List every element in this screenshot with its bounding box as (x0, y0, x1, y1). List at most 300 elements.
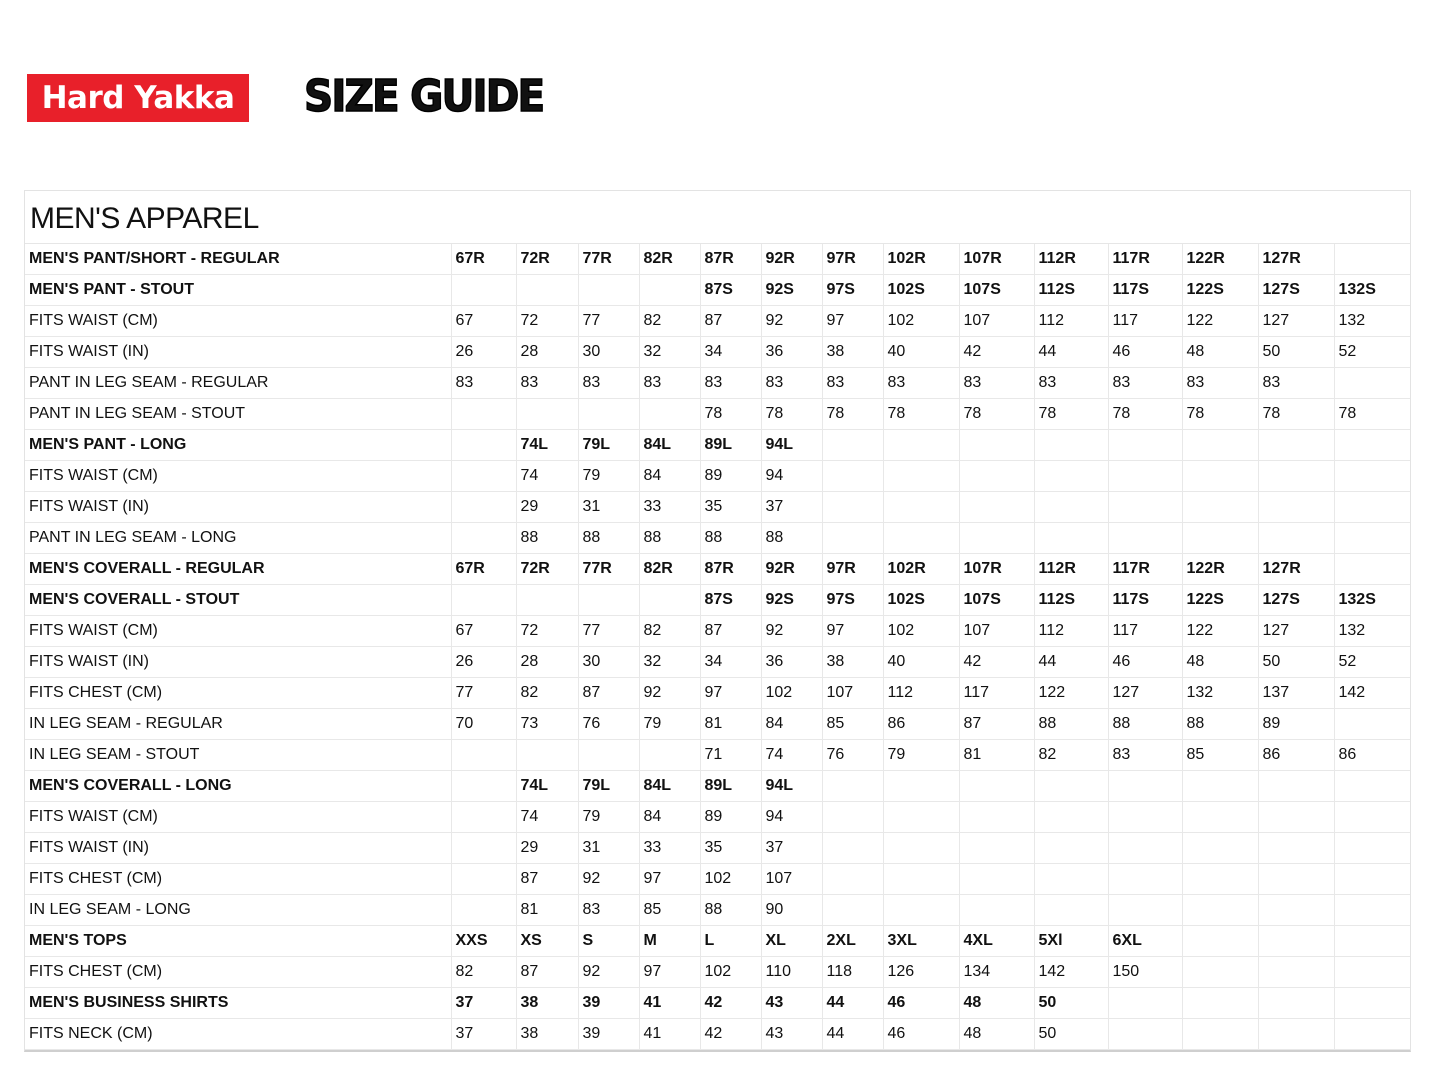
size-cell (959, 771, 1034, 802)
size-cell: 102S (883, 585, 959, 616)
size-cell: 132 (1334, 306, 1410, 337)
size-cell: 32 (639, 337, 700, 368)
size-cell: 112R (1034, 554, 1108, 585)
size-cell: 88 (1108, 709, 1182, 740)
size-cell: 94L (761, 771, 822, 802)
table-row (25, 461, 1410, 492)
size-cell: 40 (883, 647, 959, 678)
size-cell (959, 430, 1034, 461)
size-cell: 107 (959, 616, 1034, 647)
size-cell: 122R (1182, 244, 1258, 275)
size-cell: 39 (578, 1019, 639, 1050)
size-cell: 37 (761, 492, 822, 523)
size-cell: 50 (1034, 988, 1108, 1019)
size-cell (516, 399, 578, 430)
size-cell: 82R (639, 554, 700, 585)
size-cell: 48 (959, 988, 1034, 1019)
table-row (25, 771, 1410, 802)
size-cell (1034, 492, 1108, 523)
size-cell: 150 (1108, 957, 1182, 988)
size-cell: 34 (700, 337, 761, 368)
size-cell (883, 771, 959, 802)
size-cell: 76 (578, 709, 639, 740)
row-label: FITS WAIST (CM) (25, 616, 451, 647)
size-cell (1258, 461, 1334, 492)
size-cell: 89 (700, 802, 761, 833)
size-cell (451, 461, 516, 492)
size-cell: 112R (1034, 244, 1108, 275)
size-cell: 102 (883, 616, 959, 647)
size-cell (451, 833, 516, 864)
brand-logo: Hard Yakka (27, 74, 249, 122)
size-cell (883, 833, 959, 864)
size-cell (822, 802, 883, 833)
size-cell: 52 (1334, 337, 1410, 368)
size-cell: 94 (761, 802, 822, 833)
row-label: FITS WAIST (CM) (25, 802, 451, 833)
size-cell: 112S (1034, 585, 1108, 616)
size-cell: 30 (578, 337, 639, 368)
size-cell: 107R (959, 554, 1034, 585)
size-cell: 84L (639, 430, 700, 461)
size-cell: 83 (700, 368, 761, 399)
size-cell (1108, 988, 1182, 1019)
size-cell: 48 (1182, 647, 1258, 678)
table-row (25, 895, 1410, 926)
size-cell: 78 (959, 399, 1034, 430)
size-cell: 79L (578, 430, 639, 461)
size-cell: 94L (761, 430, 822, 461)
size-cell: 102S (883, 275, 959, 306)
size-cell (1182, 771, 1258, 802)
size-cell: 83 (1182, 368, 1258, 399)
row-label: FITS WAIST (IN) (25, 833, 451, 864)
size-cell: 84 (639, 802, 700, 833)
size-cell: 88 (1034, 709, 1108, 740)
size-cell: 122R (1182, 554, 1258, 585)
size-cell (451, 585, 516, 616)
size-cell: 28 (516, 337, 578, 368)
size-cell: 67 (451, 306, 516, 337)
size-cell (1034, 895, 1108, 926)
size-cell: 73 (516, 709, 578, 740)
size-cell: 5Xl (1034, 926, 1108, 957)
size-cell: 83 (639, 368, 700, 399)
size-cell (1108, 461, 1182, 492)
size-cell (451, 802, 516, 833)
size-cell: 4XL (959, 926, 1034, 957)
size-cell (639, 740, 700, 771)
size-cell: 97S (822, 585, 883, 616)
row-label: PANT IN LEG SEAM - LONG (25, 523, 451, 554)
table-row (25, 802, 1410, 833)
size-cell (883, 523, 959, 554)
size-cell (1108, 802, 1182, 833)
size-cell (1258, 926, 1334, 957)
size-cell (1334, 957, 1410, 988)
table-row (25, 554, 1410, 585)
size-cell: 102 (700, 957, 761, 988)
size-cell: 38 (516, 988, 578, 1019)
size-cell: 87S (700, 275, 761, 306)
page-title: SIZE GUIDE (304, 71, 544, 122)
size-cell: 81 (959, 740, 1034, 771)
size-cell: 36 (761, 337, 822, 368)
row-label: MEN'S PANT - STOUT (25, 275, 451, 306)
size-cell: 107 (959, 306, 1034, 337)
size-cell: 87 (959, 709, 1034, 740)
size-cell: 72R (516, 554, 578, 585)
size-cell: 102 (761, 678, 822, 709)
size-cell (1334, 864, 1410, 895)
size-cell: 82 (639, 306, 700, 337)
size-cell: 127S (1258, 275, 1334, 306)
row-label: FITS CHEST (CM) (25, 678, 451, 709)
size-cell: 83 (822, 368, 883, 399)
size-cell: 78 (1034, 399, 1108, 430)
size-cell: 117S (1108, 585, 1182, 616)
size-cell: 34 (700, 647, 761, 678)
size-cell (959, 492, 1034, 523)
size-cell: 127R (1258, 244, 1334, 275)
size-cell: 44 (1034, 337, 1108, 368)
table-row (25, 833, 1410, 864)
size-cell: 52 (1334, 647, 1410, 678)
size-cell: 83 (451, 368, 516, 399)
size-cell (1258, 833, 1334, 864)
size-cell: 97 (700, 678, 761, 709)
size-cell: 88 (700, 895, 761, 926)
size-cell (1182, 833, 1258, 864)
size-cell: 82R (639, 244, 700, 275)
table-row (25, 492, 1410, 523)
size-cell (1334, 368, 1410, 399)
row-label: MEN'S COVERALL - STOUT (25, 585, 451, 616)
size-cell (883, 864, 959, 895)
size-cell: 26 (451, 337, 516, 368)
size-cell: 81 (700, 709, 761, 740)
size-cell: 97R (822, 244, 883, 275)
size-cell: 132S (1334, 585, 1410, 616)
size-cell (1334, 771, 1410, 802)
table-row (25, 368, 1410, 399)
size-cell: 78 (1182, 399, 1258, 430)
size-cell: 132 (1182, 678, 1258, 709)
size-cell: 89 (700, 461, 761, 492)
size-cell (1334, 554, 1410, 585)
size-cell: 83 (578, 368, 639, 399)
size-cell (451, 523, 516, 554)
size-cell: 107 (822, 678, 883, 709)
size-cell (578, 740, 639, 771)
size-cell (1182, 988, 1258, 1019)
size-cell (959, 833, 1034, 864)
size-cell (883, 802, 959, 833)
size-cell (1182, 523, 1258, 554)
size-cell: 71 (700, 740, 761, 771)
size-cell: 127 (1258, 616, 1334, 647)
table-row (25, 864, 1410, 895)
size-cell: 33 (639, 492, 700, 523)
size-cell: 74L (516, 430, 578, 461)
size-cell (1258, 430, 1334, 461)
size-cell (1334, 802, 1410, 833)
size-cell (822, 833, 883, 864)
size-cell: 117R (1108, 244, 1182, 275)
size-cell: 37 (761, 833, 822, 864)
size-cell: 82 (516, 678, 578, 709)
size-cell (451, 771, 516, 802)
size-cell (1258, 802, 1334, 833)
size-cell (1034, 430, 1108, 461)
size-cell: 37 (451, 1019, 516, 1050)
size-cell: 72R (516, 244, 578, 275)
size-cell: 67R (451, 554, 516, 585)
size-cell: 83 (1258, 368, 1334, 399)
size-cell: 74 (516, 802, 578, 833)
size-cell (1182, 802, 1258, 833)
size-cell (1182, 1019, 1258, 1050)
row-label: MEN'S COVERALL - LONG (25, 771, 451, 802)
table-row (25, 430, 1410, 461)
size-cell: 88 (639, 523, 700, 554)
size-cell: 87 (700, 306, 761, 337)
size-cell: 77 (578, 306, 639, 337)
size-cell: 82 (639, 616, 700, 647)
size-cell (1334, 926, 1410, 957)
size-cell: 78 (1108, 399, 1182, 430)
size-cell: 67 (451, 616, 516, 647)
size-cell: 83 (1034, 368, 1108, 399)
size-cell: 122 (1034, 678, 1108, 709)
size-cell (883, 461, 959, 492)
size-cell: 88 (516, 523, 578, 554)
row-label: FITS WAIST (CM) (25, 461, 451, 492)
size-cell: 127S (1258, 585, 1334, 616)
size-cell: 78 (1258, 399, 1334, 430)
size-cell: 87R (700, 244, 761, 275)
size-cell (1034, 802, 1108, 833)
size-cell: 43 (761, 988, 822, 1019)
size-cell (639, 585, 700, 616)
size-cell: 126 (883, 957, 959, 988)
size-cell: 107S (959, 585, 1034, 616)
size-cell: 83 (959, 368, 1034, 399)
size-cell: 112S (1034, 275, 1108, 306)
size-cell: 31 (578, 833, 639, 864)
size-cell (1034, 864, 1108, 895)
size-cell: 97R (822, 554, 883, 585)
size-cell: 44 (1034, 647, 1108, 678)
size-cell: 33 (639, 833, 700, 864)
row-label: MEN'S PANT - LONG (25, 430, 451, 461)
size-cell: 76 (822, 740, 883, 771)
size-cell (1334, 895, 1410, 926)
size-cell (516, 585, 578, 616)
size-cell (1108, 1019, 1182, 1050)
size-cell (1334, 833, 1410, 864)
size-cell: 83 (516, 368, 578, 399)
size-cell: 79 (578, 461, 639, 492)
table-row (25, 275, 1410, 306)
size-cell: 84 (761, 709, 822, 740)
size-cell (1034, 523, 1108, 554)
size-cell (822, 492, 883, 523)
size-cell: 92R (761, 554, 822, 585)
size-cell (1258, 492, 1334, 523)
row-label: FITS CHEST (CM) (25, 864, 451, 895)
size-cell: 37 (451, 988, 516, 1019)
size-cell: 92R (761, 244, 822, 275)
size-cell (883, 430, 959, 461)
size-cell (1108, 523, 1182, 554)
size-cell: 79 (578, 802, 639, 833)
size-cell: 82 (451, 957, 516, 988)
size-cell (639, 275, 700, 306)
size-cell (1258, 957, 1334, 988)
size-cell: 40 (883, 337, 959, 368)
size-cell: 35 (700, 833, 761, 864)
size-cell (451, 399, 516, 430)
size-table (25, 244, 1410, 1050)
row-label: MEN'S COVERALL - REGULAR (25, 554, 451, 585)
size-cell: 87R (700, 554, 761, 585)
size-cell (822, 461, 883, 492)
row-label: MEN'S PANT/SHORT - REGULAR (25, 244, 451, 275)
size-cell: 39 (578, 988, 639, 1019)
size-cell: 83 (578, 895, 639, 926)
size-cell: XXS (451, 926, 516, 957)
size-cell: 35 (700, 492, 761, 523)
size-cell: 77R (578, 244, 639, 275)
size-cell: 102 (700, 864, 761, 895)
size-cell (1108, 492, 1182, 523)
size-cell (1182, 492, 1258, 523)
size-cell (516, 275, 578, 306)
size-cell: 92S (761, 585, 822, 616)
size-cell: 46 (1108, 337, 1182, 368)
size-cell: 6XL (1108, 926, 1182, 957)
size-cell (1182, 461, 1258, 492)
size-cell (1182, 864, 1258, 895)
size-cell: 36 (761, 647, 822, 678)
size-cell: 84L (639, 771, 700, 802)
size-cell (822, 864, 883, 895)
size-cell: 38 (822, 647, 883, 678)
size-cell: 118 (822, 957, 883, 988)
size-cell: 132S (1334, 275, 1410, 306)
size-cell (959, 802, 1034, 833)
size-cell: 83 (761, 368, 822, 399)
table-row (25, 988, 1410, 1019)
size-cell: 31 (578, 492, 639, 523)
size-cell: 127 (1108, 678, 1182, 709)
size-cell: 102 (883, 306, 959, 337)
size-cell (1258, 988, 1334, 1019)
size-cell: 46 (1108, 647, 1182, 678)
table-row (25, 244, 1410, 275)
size-cell: 142 (1034, 957, 1108, 988)
size-cell: 81 (516, 895, 578, 926)
size-cell: 46 (883, 1019, 959, 1050)
size-cell (451, 275, 516, 306)
table-row (25, 740, 1410, 771)
size-cell (1258, 771, 1334, 802)
row-label: PANT IN LEG SEAM - REGULAR (25, 368, 451, 399)
size-cell (1334, 523, 1410, 554)
size-cell: 85 (822, 709, 883, 740)
size-cell: 77 (451, 678, 516, 709)
size-cell: 88 (1182, 709, 1258, 740)
size-cell: 72 (516, 306, 578, 337)
size-cell: L (700, 926, 761, 957)
size-cell (1108, 895, 1182, 926)
size-cell: 92 (578, 864, 639, 895)
size-cell: 102R (883, 244, 959, 275)
size-cell: S (578, 926, 639, 957)
size-cell (1182, 430, 1258, 461)
size-cell (639, 399, 700, 430)
size-cell (1258, 523, 1334, 554)
size-cell (883, 895, 959, 926)
size-cell: 41 (639, 988, 700, 1019)
size-cell: 72 (516, 616, 578, 647)
size-cell: 97 (822, 306, 883, 337)
size-cell (1108, 430, 1182, 461)
size-cell: 83 (1108, 368, 1182, 399)
size-cell: 97S (822, 275, 883, 306)
table-row (25, 709, 1410, 740)
size-cell (1334, 430, 1410, 461)
size-cell (516, 740, 578, 771)
size-cell: 3XL (883, 926, 959, 957)
size-cell: 92 (761, 306, 822, 337)
size-cell: 107 (761, 864, 822, 895)
size-cell: 83 (1108, 740, 1182, 771)
size-cell (1334, 1019, 1410, 1050)
size-cell: 28 (516, 647, 578, 678)
size-cell: 85 (1182, 740, 1258, 771)
table-row (25, 306, 1410, 337)
size-cell (1182, 895, 1258, 926)
size-cell: 92S (761, 275, 822, 306)
size-cell: 88 (578, 523, 639, 554)
size-cell (822, 430, 883, 461)
size-cell: 78 (700, 399, 761, 430)
size-cell (1034, 833, 1108, 864)
size-cell: 83 (883, 368, 959, 399)
size-cell: 42 (959, 647, 1034, 678)
size-cell (1334, 244, 1410, 275)
size-cell: M (639, 926, 700, 957)
size-cell: 87S (700, 585, 761, 616)
size-cell: 78 (761, 399, 822, 430)
size-guide-sheet (24, 190, 1411, 1052)
table-row (25, 523, 1410, 554)
table-row (25, 678, 1410, 709)
size-cell: 82 (1034, 740, 1108, 771)
size-cell: 88 (700, 523, 761, 554)
size-cell (578, 585, 639, 616)
size-cell (959, 461, 1034, 492)
size-cell: 127 (1258, 306, 1334, 337)
size-cell (451, 740, 516, 771)
size-cell (1182, 926, 1258, 957)
size-cell: 117R (1108, 554, 1182, 585)
size-cell: 117 (959, 678, 1034, 709)
row-label: MEN'S TOPS (25, 926, 451, 957)
size-cell: 92 (761, 616, 822, 647)
